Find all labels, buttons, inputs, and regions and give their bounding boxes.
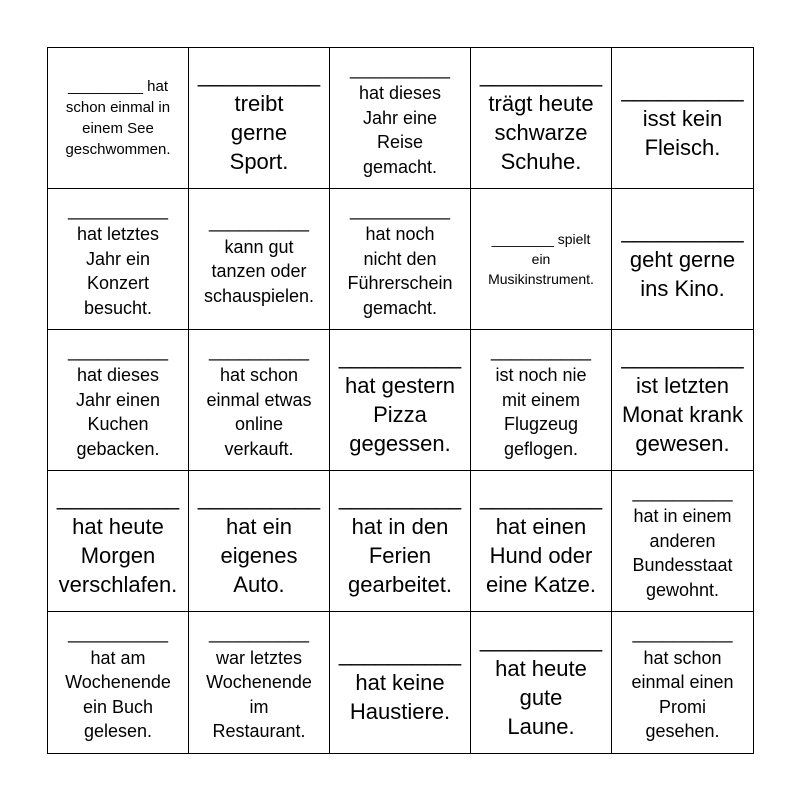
- cell-text: __________ hat schon einmal etwas online verkauft.: [206, 340, 312, 459]
- bingo-cell[interactable]: [612, 48, 753, 189]
- cell-text: __________ hat in den Ferien gearbeitet.: [338, 485, 462, 597]
- cell-text: __________ hat heute gute Laune.: [479, 626, 603, 739]
- cell-text: __________ hat letztes Jahr ein Konzert besucht.: [67, 199, 169, 318]
- bingo-cell[interactable]: [471, 189, 612, 330]
- cell-text: __________ geht gerne ins Kino.: [621, 217, 744, 301]
- bingo-cell[interactable]: [612, 330, 753, 471]
- bingo-cell[interactable]: [48, 189, 189, 330]
- cell-text: __________ hat dieses Jahr einen Kuchen gebacken.: [67, 340, 169, 459]
- cell-text: __________ hat gestern Pizza gegessen.: [338, 344, 462, 456]
- cell-text: __________ hat in einem anderen Bundesstaat gewohnt.: [632, 481, 733, 600]
- bingo-cell[interactable]: [48, 471, 189, 612]
- bingo-cell[interactable]: [189, 612, 330, 753]
- bingo-cell[interactable]: [189, 189, 330, 330]
- bingo-cell[interactable]: [330, 330, 471, 471]
- bingo-cell[interactable]: [48, 48, 189, 189]
- bingo-cell[interactable]: [48, 330, 189, 471]
- bingo-cell[interactable]: [330, 471, 471, 612]
- bingo-cell[interactable]: [471, 330, 612, 471]
- cell-text: __________ hat heute Morgen verschlafen.: [56, 485, 180, 597]
- cell-text: __________ hat einen Hund oder eine Katze.: [479, 485, 603, 597]
- cell-text: __________ treibt gerne Sport.: [197, 62, 321, 174]
- bingo-cell[interactable]: [612, 612, 753, 753]
- cell-text: __________ trägt heute schwarze Schuhe.: [479, 62, 603, 174]
- cell-text: _________ hat schon einmal in einem See geschwommen.: [65, 78, 171, 158]
- cell-text: __________ war letztes Wochenende im Restaurant.: [206, 623, 312, 742]
- cell-text: __________ hat dieses Jahr eine Reise gemacht.: [349, 58, 451, 177]
- cell-text: __________ ist noch nie mit einem Flugzeug geflogen.: [490, 340, 592, 459]
- cell-text: __________ hat ein eigenes Auto.: [197, 485, 321, 597]
- bingo-cell[interactable]: [48, 612, 189, 753]
- cell-text: __________ hat keine Haustiere.: [338, 641, 462, 724]
- bingo-cell[interactable]: [330, 612, 471, 753]
- cell-text: ________ spielt ein Musikinstrument.: [488, 231, 594, 287]
- bingo-cell[interactable]: [189, 471, 330, 612]
- bingo-cell[interactable]: [330, 189, 471, 330]
- bingo-cell[interactable]: [612, 471, 753, 612]
- cell-text: __________ ist letzten Monat krank gewesen.: [621, 344, 744, 456]
- bingo-cell[interactable]: [471, 612, 612, 753]
- cell-text: __________ hat am Wochenende ein Buch gelesen.: [65, 623, 171, 742]
- bingo-board: [47, 47, 754, 754]
- bingo-cell[interactable]: [189, 330, 330, 471]
- cell-text: __________ hat schon einmal einen Promi gesehen.: [631, 623, 734, 742]
- bingo-cell[interactable]: [471, 471, 612, 612]
- bingo-cell[interactable]: [471, 48, 612, 189]
- bingo-cell[interactable]: [189, 48, 330, 189]
- bingo-cell[interactable]: [612, 189, 753, 330]
- cell-text: __________ kann gut tanzen oder schauspielen.: [203, 212, 315, 306]
- bingo-cell[interactable]: [330, 48, 471, 189]
- cell-text: __________ isst kein Fleisch.: [621, 76, 744, 160]
- cell-text: __________ hat noch nicht den Führerschein gemacht.: [347, 199, 453, 318]
